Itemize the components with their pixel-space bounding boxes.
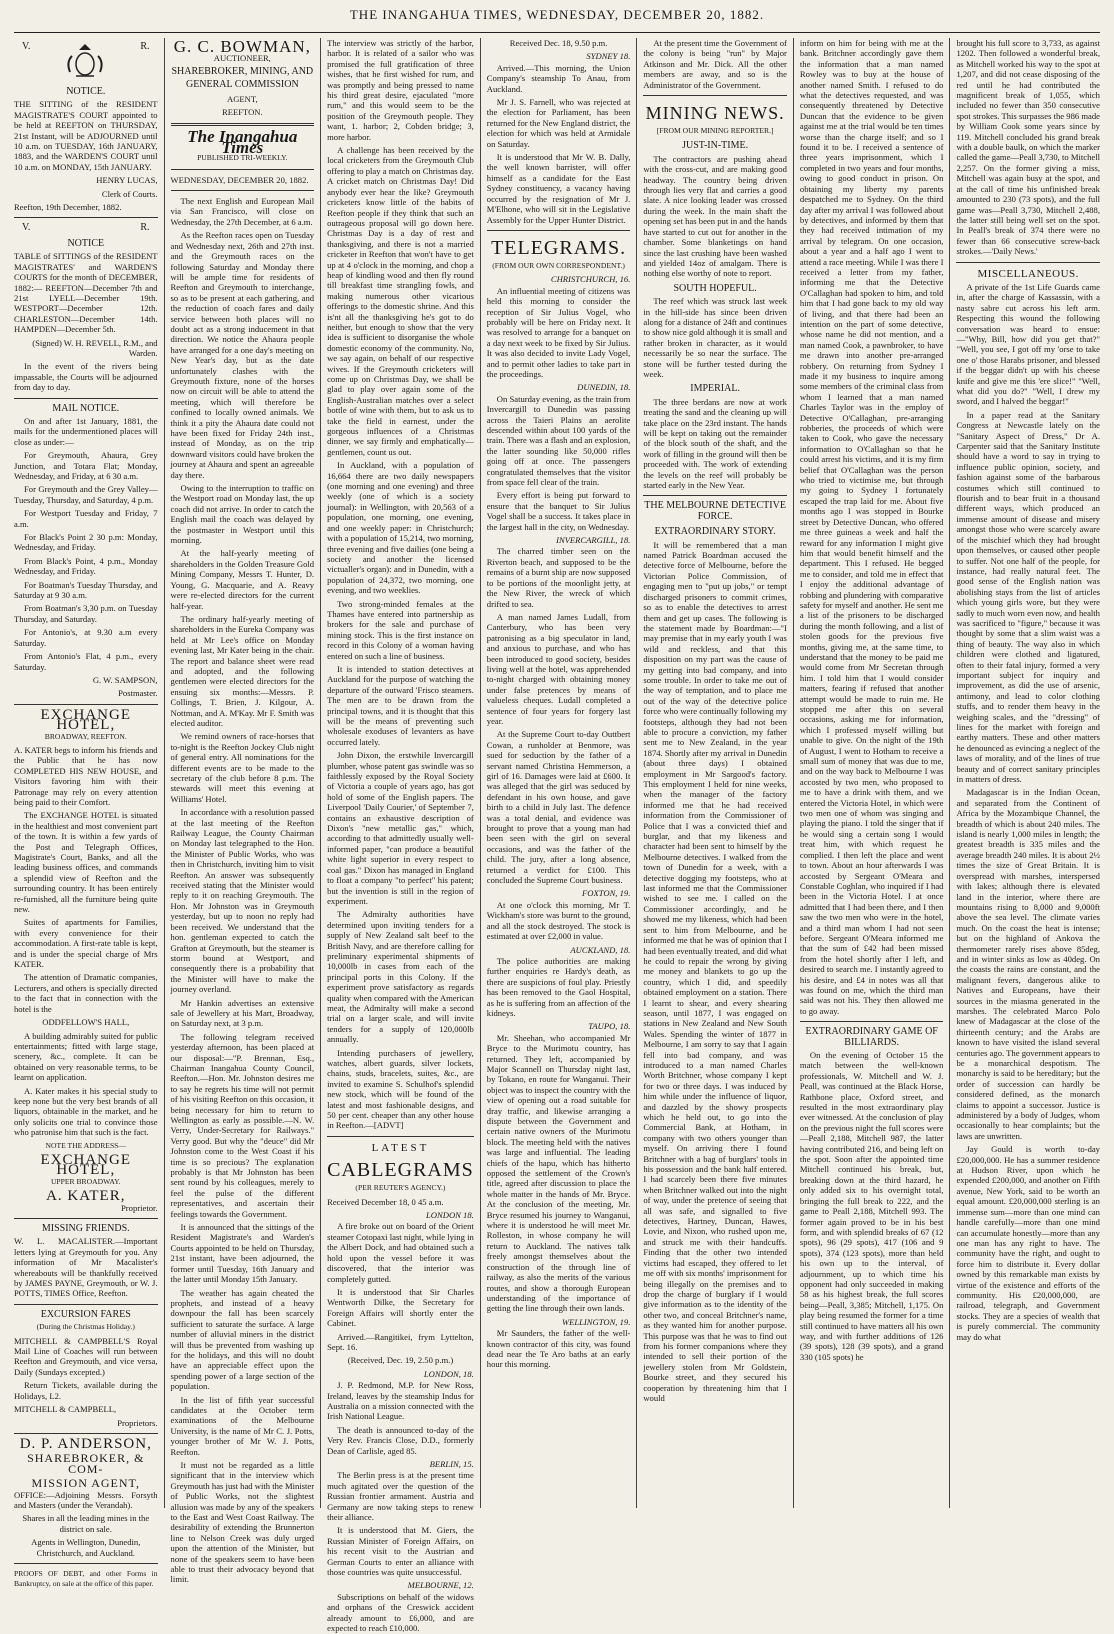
mail-sig2: Postmaster. <box>118 688 158 699</box>
telegram-dateline: WELLINGTON, 19. <box>561 1316 631 1327</box>
cable-received: Received December 18, 0 45 a.m. <box>327 1196 444 1207</box>
separator <box>643 95 787 96</box>
separator <box>800 1021 944 1022</box>
separator <box>327 1136 474 1137</box>
masthead: THE INANGAHUA TIMES, WEDNESDAY, DECEMBER 20, 1882. <box>349 7 765 22</box>
bowman-line: AUCTIONEER, <box>213 53 271 64</box>
cable-dateline: LONDON, 18. <box>423 1368 474 1379</box>
mail-text: For Antonio's, at 9.30 a.m every Saturday. <box>14 627 158 648</box>
mail-text: On and after 1st January, 1881, the mails for the undermentioned places will close as under:— <box>14 415 158 447</box>
telegram-text: The police authorities are making further enquiries re Hardy's death, as there are suspicions of foul play. Priestly has been removed to the Gaol Hospital, as he is suffering from an affection of the kidneys. <box>486 955 631 1018</box>
billiards-text-cont: brought his full score to 3,733, as against 1202. Then followed a wonderful break, as Mitchell worked his way to the spot at 1,207, and did not cease disposing of the red until he had contributed the magnificent break of 1,055, which included no fewer than 350 consecutive spot strokes. This surpasses the 986 made by William Cook some years since by 119. Mitchell concluded his grand break with a double baulk, on which the marker called the game—Peall 3,730, to Mitchell 2,257. On the former giving a miss, Mitchell was again busy at the spot, and at the call of time his unfinished break amounted to 230 (73 spots), and the full game was—Peall 3,730, Mitchell 2,488, the latter still being well set on the spot. In Peall's break of 374 there were no fewer than 66 consecutive screw-back strokes.—'Daily News.' <box>956 38 1100 257</box>
separator <box>171 123 315 126</box>
cable-text: The Berlin press is at the present time much agitated over the question of the Russian frontier armament. Austria and Germany are now taking steps to renew their alliance. <box>327 1470 474 1523</box>
mail-text: For Westport Tuesday and Friday, 7 a.m. <box>14 508 158 529</box>
mine-text: The reef which was struck last week in the hill-side has since been driven along for a distance of 24ft and continues to show nice gold although it is small and rather broken in character, as it would necessarily be so near the surface. The stone will be further tested during the week. <box>643 296 787 379</box>
cable-text: J. P. Redmond, M.P. for New Ross, Ireland, leaves by the steamship Indus for Australia on a mission connected with the Irish National League. <box>327 1380 474 1422</box>
article-paragraph: We remind owners of race-horses that to-night is the Reefton Jockey Club night of general entry. All nominations for the different events are to be made to the secretary of the club before 8 p.m. The stewards will meet this evening at Williams' Hotel. <box>170 731 315 804</box>
paper-name: The Inangahua Times <box>187 127 298 157</box>
article-paragraph: In the list of fifth year successful candidates at the October term examinations of the Melbourne University, is the name of Mr C. J. Potts, younger brother of Mr W. J. Potts, Reefton. <box>170 1394 315 1457</box>
cable-text: Mr J. S. Farnell, who was rejected at the election for Parliament, has been returned for the New England district, the election for which was held at Armidale on Saturday. <box>486 97 631 149</box>
paper-date: WEDNESDAY, DECEMBER 20, 1882. <box>170 174 309 185</box>
misc-text: Jay Gould is worth to-day £20,000,000. He has a summer residence at Hudson River, upon which he expended £200,000, and another on Fifth avenue, New York, said to be worth an equal amount. £20,000,000 sterling is an immense sum—more than one mind can handle carefully—more than one mind can accumulate honestly—more than any one man has any right to have. The community have the right, and ought to force him to distribute it. Every dollar owned by this remarkable man exists by virtue of the existence and efforts of the community. His £20,000,000, are railroad, telegraph, and Government stocks. They are a species of wealth that is purely commercial. The community may do what <box>956 1144 1100 1342</box>
bowman-line: REEFTON. <box>221 107 263 118</box>
billiards-heading: EXTRAORDINARY GAME OF BILLIARDS. <box>805 1026 938 1048</box>
missing-text: W. L. MACALISTER.—Important letters lying at Greymouth for you. Any information of Mr Macalister's whereabouts will be thankfully received by JAMES PAYNE, Greymouth, or W. J. POTTS, TIMES Office, Reefton. <box>14 1236 158 1299</box>
telegram-text: The charred timber seen on the Riverton beach, and supposed to be the remains of a burnt ship are now supposed to be portions of the moonlight jetty, at the New River, the wreck of which drifted to sea. <box>486 546 631 609</box>
dpa-title: D. P. ANDERSON, <box>19 1435 152 1452</box>
mail-notice-title: MAIL NOTICE. <box>52 402 120 414</box>
article-paragraph: Intending purchasers of jewellery, watches, albert guards, silver lockets, chains, studs, bracelets, suites, &c., are invited to examine S. Schulhof's splendid new stock, which will be found of the latest and most fashionable designs, and 50 per cent. cheaper than any other house in Reefton.—[ADVT] <box>327 1047 474 1131</box>
v-mark: V. <box>22 41 31 52</box>
misc-text: In a paper read at the Sanitary Congress at Newcastle lately on the "Sanitary Aspect of Dress," Dr A. Carpenter said that the Sanitary Institute should have a word to say in trying to influence public opinion, society, and fashion against some of the barbarous costumes which still continued to flourish and to bear fruit in a thousand different ways, which produced an immense amount of disease and misery amongst those who were scarcely aware of the mischief which they had brought upon themselves, or caused other people to suffer. Not one half of the people, for instance, had really natural feet. The good sense of the English nation was abolishing stays from the list of articles which young girls wore, but they were sadly to much worn even now, and health was sacrificed to "figure," because it was thought by some that a slim waist was a thing of beauty. The way also in which children were clothed and ligatured, often to their fatal injury, formed a very important subject for inquiry and improvement, as did the use of arsenic, antimony, and lead to color clothing stuffs, and to render them heavy in the weighing scales, and the "dressing" of lines for the market with foreign and earthy matters. These and other matters he denounced as evincing a neglect of the laws of morality, and of the lines of true beauty and of correct sanitary principles in matters of dress. <box>956 409 1100 785</box>
notice2-title: NOTICE <box>67 237 105 249</box>
separator <box>14 704 158 705</box>
misc-text: A private of the 1st Life Guards came in, after the charge of Kassassin, with a nasty sabre cut across his left arm. Respecting this wound the following conversation was heard to ensue:—"Why, Bill, how did you get that?" "Well, you see, I got off my 'orse to take one o' those Harabs prisoner, and blessed if the beggar didn't up with his cheese knife and give me this 'ere slice!" "Well, what did you do?" "Well, I drew my sword, and I halved the beggar!" <box>956 281 1100 407</box>
separator <box>487 230 631 231</box>
mail-text: For Greymouth, Ahaura, Grey Junction, and Totara Flat; Monday, Wednesday, and Friday, at 6 30 a.m. <box>14 450 158 481</box>
excursion-sub: (During the Christmas Holiday.) <box>36 1322 135 1332</box>
misc-text: Madagascar is in the Indian Ocean, and separated from the Continent of Africa by the Mozambique Channel, the breadth of which is about 240 miles. The island is nearly 1,000 miles in length; the greatest breadth is 335 miles and the average breadth 240 miles. It is about 2½ times the size of Great Britain. It is overspread with marshes, interspersed with lakes; although there is elevated land in the interior, where there are mountains rising to 8,000 and 9,000ft above the sea level. The climate varies much. On the coast the heat is intense; but on the highland of Ankova the thermometer rarely rises above 85deg, and in winter sinks as low as 40deg. On the coasts the rains are constant, and the malignant fevers, dangerous alike to Natives and Europeans, have their sources in the miasma generated in the marshes. The celebrated Marco Polo knew of Madagascar at the close of the thirteenth century; and the Arabs are known to have visited the island several centuries ago. The government appears to be a monarchical despotism. The monarchy is said to be hereditary; but the order of succession can hardly be considered defined, as the monarch claims to appoint a successor. Justice is administered by a body of Judges, whom occasionally to hear complaints; but the laws are unwritten. <box>956 787 1100 1141</box>
dpa-text: Shares in all the leading mines in the district on sale. <box>22 1513 150 1534</box>
mail-text: From Boatman's 3,30 p.m. on Tuesday Thursday, and Saturday. <box>14 603 158 624</box>
cable-text: It is understood that Sir Charles Wentworth Dilke, the Secretary for Foreign Affairs will shortly enter the Cabinet. <box>327 1286 474 1329</box>
telegram-text: A man named James Ludall, from Canterbury, who has been very patronising as a big speculator in land, and anxious to purchase, and who has been introduced to good society, besides living well at the hotel, was apprehended to-night charged with obtaining money under false pretences by means of valueless cheques. Ludall completed a sentence of four years for forgery last year. <box>486 611 631 726</box>
r-mark: R. <box>140 41 150 52</box>
article-paragraph: It must not be regarded as a little significant that in the interview which Greymouth has just had with the Minister of Public Works, not the slightest allusion was made by any of the speakers to the East and West Coast Railway. The desirability of extending the Brunnerton line to Nelson Creek was duly urged upon the attention of the Minister, but none of the speakers seem to have been able to trust their advocacy beyond that limit. <box>170 1460 315 1585</box>
separator <box>171 169 315 170</box>
article-paragraph: It is intended to station detectives at Auckland for the purpose of watching the departure of the outward 'Frisco steamers. The men are to be drawn from the principal towns, and it is thought that this will be the means of preventing such wholesale exoduses of levanters as have occurred lately. <box>327 663 474 747</box>
cablegrams-heading: CABLEGRAMS <box>327 1159 474 1182</box>
column-4 <box>480 38 637 1508</box>
dpa-sub2: MISSION AGENT, <box>31 1476 140 1491</box>
cable-text: It is understood that M. Giers, the Russian Minister of Foreign Affairs, on his recent visit to the Austrian and German Courts to enter an alliance with those countries was quite unsuccessful. <box>327 1525 474 1578</box>
cablegrams-sub: (PER REUTER'S AGENCY.) <box>355 1183 446 1193</box>
hotel-prop: Proprietor. <box>121 1202 158 1213</box>
missing-title: MISSING FRIENDS. <box>41 1223 130 1234</box>
telegram-text: At one o'clock this morning, Mr T. Wickham's store was burnt to the ground, and all the stock destroyed. The stock is estimated at over £2,000 in value. <box>486 899 631 942</box>
dpa-text: OFFICE:—Adjoining Messrs. Forsyth and Masters (under the Verandah). <box>14 1489 158 1510</box>
article-paragraph: Mr Hankin advertises an extensive sale of Jewellery at his Mart, Broadway, on Saturday next, at 3 p.m. <box>170 997 315 1029</box>
column-2 <box>164 37 321 1585</box>
cable-dateline: LONDON 18. <box>426 1210 474 1221</box>
notice2-text: TABLE of SITTINGS of the RESIDENT MAGISTRATES' and WARDEN'S COURTS for the month of DECEMBER, 1882:— REEFTON—December 7th and 21st LYELL—December 19th. WESTPORT—December 12th. CHARLESTON—December 14th. HAMPDEN—December 5th. <box>14 251 158 335</box>
notice1-sig2: Clerk of Courts. <box>101 188 158 199</box>
column-3 <box>320 38 480 1634</box>
cable-received: Received Dec. 18, 9.50 p.m. <box>509 38 608 48</box>
article-paragraph: A challenge has been received by the local cricketers from the Greymouth Club offering to play a match on Christmas day. A cricket match on Christmas Day! Did anybody ever hear the like? Greymouth cricketers know little of the habits of Reefton people if they think that such an outrageous proposal will go down here. Christmas Day is a day of rest and thanksgiving, and there is not a married cricketer in Reefton that won't have to get up at 4 o'clock in the morning, and chop a heap of kindling wood and then fly round till breakfast time strangling fowls, and making numerous other vicarious offerings to the domestic shrine. And this is'nt all the thanksgiving he's got to do neither, but enough to show that the very idea is sufficient to disorganise the whole domestic economy of the community. No, we say again, on behalf of our respective wives. If the Greymouth cricketers will come up on Christmas Day, we shall be glad to play over again some of the English-Australian matches over a select bottle of wine with them, but to ask us to take the field in earnest, under the gorgeous influences of a Christmas dinner, we say firmly and emphatically—gentlemen, count us out. <box>327 145 474 457</box>
hotel-title: EXCHANGE HOTEL, <box>40 706 132 734</box>
detective-text: It will be remembered that a man named Patrick Boardman accused the detective force of Melbourne, before the Victorian Police Commission, of engaging men to "put up jobs," or tempt discharged prisoners to commit crimes, so as to enable the detectives to arrest them and get up cases. The following is the statement made by Boardman:—"I may premise that in my early youth I was wild and reckless, and that this disposition on my part was the cause of my getting into bad company, and into some trouble. In order to take me out of the way of temptation, and to place me out of the way of the detective police force who were continually following my footsteps, although they had not been able to procure a conviction, my father sent me to New Zealand, in the year 1874. Shortly after my arrival in Dunedin (about three days) I obtained employment in Mr Sargood's factory. This employment I held for nine weeks, when the manager of the factory informed me that he had received information from the Commissioner of Police that I was a convicted thief and burglar, and that my likeness and character had been sent to himself by the Melbourne detectives. I walked from the town of Dunedin for a week, with a detective dogging my footsteps, who at last informed me that the Commissioner wished to see me. I called on the Commissioner accordingly, and he showed me my likeness, which had been sent to him from Melbourne, and he informed me that he was of opinion that I had been eventually treated, and did what he could to repair the wrong by giving me money and blankets to go up the country, which I did, and speedily obtained employment on a station. There I learnt to shear, and every shearing season, until 1877, I was engaged on stations in New Zealand and New South Wales. Spending the winter of 1877 in Melbourne, I am sorry to say that I again fell into bad company, and was introduced to a man named Charles Worth Britchner, whose company I kept for two or three days. I was induced by him while under the influence of liquor, and dazzled by the showy prospects which he held out, to go into the Commercial Bank, at Hotham, in company with two others younger than myself. On arriving there I found Britchner with a bag of burglars' tools in his possession and the bank half entered. I had scarcely been there five minutes when Britchner walked out into the night of way, under the pretence of seeing that all was safe, and signalled to five detectives, Hartney, Duncan, Hawes, Lovie, and Nixon, who rushed upon me, and struck me with their handcuffs. Finding that the other two intended victims had escaped, they offered to let me off with six months' imprisonment for being illegally on the premises and to drop the charge of burglary if I would give information as to the identity of the other two, and conceal Britchner's name, as they wanted him for another purpose. This purpose was that he was to find out from his former companions where they intended to sell their portion of the jewellery stolen from Mr Goldstein, Bourke street, and they secured his cooperation by threatening him that I would <box>643 539 787 1403</box>
mine-heading: SOUTH HOPEFUL. <box>673 282 757 294</box>
paper-sub: PUBLISHED TRI-WEEKLY. <box>197 153 288 163</box>
separator <box>171 190 315 191</box>
vr-header-1 <box>22 42 150 82</box>
mail-sig1: G. W. SAMPSON, <box>92 674 158 685</box>
cable-text: Arrived.—Rangitikei, frym Lyttelton, Sept. 16. <box>327 1331 474 1352</box>
mine-text: The contractors are pushing ahead with the cross-cut, and are making good headway. The country being driven through lies very flat and carries a good slate. A nice looking leader was crossed during the week. In the main shaft the opening set has been put in and the hands have started to cut out for another in the chamber. Some blanketings on hand since the last crushing have been washed and yielded 14oz of amalgam. There is nothing else worthy of note to report. <box>643 153 787 279</box>
separator <box>14 1563 158 1564</box>
cable-dateline: BERLIN, 15. <box>429 1459 474 1469</box>
dpa-sub1: SHAREBROKER, & COM- <box>27 1451 145 1476</box>
notice1-date: Reefton, 19th December, 1882. <box>14 202 122 213</box>
proofs-text: PROOFS OF DEBT, and other Forms in Bankruptcy, on sale at the office of this paper. <box>14 1568 158 1589</box>
mine-heading: IMPERIAL. <box>690 383 740 395</box>
column-6 <box>793 38 950 1508</box>
telegram-dateline: AUCKLAND, 18. <box>570 944 631 955</box>
separator <box>14 398 158 399</box>
article-paragraph: In accordance with a resolution passed at the last meeting of the Reefton Railway League, the County Chairman on Monday last telegraphed to the Hon. the Minister of Public Works, who was then in Christchurch, inviting him to visit Reefton. An answer was subsequently received stating that the Minister would reply to it on reaching Greymouth. The Hon. Mr Johnston was in Greymouth yesterday, but up to noon no reply had been received. We understand that the hon. gentleman expected to catch the Grafton at Greymouth, but the steamer is storm bound at Westport, and consequently there is a probability that the Minister will have to make the journey overland. <box>170 807 315 995</box>
cable-dateline: SYDNEY 18. <box>586 51 631 62</box>
article-paragraph: Two strong-minded females at the Thames have entered into partnership as brokers for the sale and purchase of mining stock. This is the first instance on record in this Colony of a woman having entered on such a line of business. <box>327 598 474 661</box>
mining-news-heading: MINING NEWS. <box>645 103 785 124</box>
hotel-sub: BROADWAY, REEFTON. <box>44 731 127 741</box>
excursion-sig2: Proprietors. <box>117 1417 158 1428</box>
dpa-text: Agents in Wellington, Dunedin, Christchurch, and Auckland. <box>31 1537 141 1558</box>
cable-text: Subscriptions on behalf of the widows and orphans of the Creswick accident already amount to £6,000, and are expected to reach £10,000. <box>327 1591 474 1634</box>
bowman-line: GENERAL COMMISSION <box>185 79 299 91</box>
column-5 <box>636 38 793 1508</box>
article-paragraph: The Admiralty authorities have determined upon inviting tenders for a supply of New Zealand salt beef to the British Navy, and are therefore calling for preliminary experimental shipments of 10,000lb in cases from each of the principal ports in this Colony. If the experiment prove satisfactory as regards quality when compared with the American meat, the Admiralty will make a second trial on a larger scale, and will invite tenders for a supply of 120,000lb annually. <box>327 909 474 1045</box>
hotel-text: The EXCHANGE HOTEL is situated in the healthiest and most convenient part of the town. It is within a few yards of the Post and Telegraph Offices, Magistrate's Court, Banks, and all the leading business offices, and commands a splendid view of Reefton and the surrounding country. It has been entirely re-furnished, all the furniture being quite new. <box>14 810 158 915</box>
separator <box>956 262 1100 263</box>
telegram-dateline: FOXTON, 19. <box>582 888 631 899</box>
mail-text: For Boatman's Tuesday Thursday, and Saturday at 9 30 a.m. <box>14 579 158 601</box>
hotel-text: Suites of apartments for Families, with every convenience for their accommodation. A first-rate table is kept, and is under the special charge of Mrs KATER. <box>14 917 158 970</box>
cable-text: A fire broke out on board of the Orient steamer Cotopaxi last night, while lying in the Albert Dock, and had obtained such a hold upon the vessel before it was discovered, that the interior was completely gutted. <box>327 1221 474 1284</box>
article-paragraph: It is announced that the sittings of the Resident Magistrate's and Warden's Courts appointed to be held on Thursday, 21st instant, have been adjourned, the former until Tuesday, 16th January and the latter until Monday 15th January. <box>170 1222 315 1285</box>
hotel-text: A building admirably suited for public entertainments; fitted with large stage, scenery, &c., complete. It can be obtained on very reasonable terms, to be learnt on application. <box>14 1030 158 1083</box>
article-paragraph: In Auckland, with a population of 16,664 there are two daily newspapers (one morning and one evening) and three weekly (one of which is a society journal): in Wellington, with 20,563 of a population, one morning, one evening, and one weekly paper: in Christchurch; with a population of 15,214, two morning, three evening and five dailies (one being a society and another the licensed victualler's organ): and in Dunedin, with a population of 24,372, two morning, one evening, and two weeklies. <box>327 460 474 596</box>
billiards-text: On the evening of October 15 the match between the well-known professionals, W. Mitchell and W. J. Peall, was continued at the Black Horse, Rathbone place, Oxford street, and resulted in the most extraordinary play ever witnessed. At the conclusion of play on the previous night the full scores were—Peall 2,188, Mitchell 987, the latter having contributed 216, and being left on the spot. Soon after the appointed time Mitchell continued his break, but, breaking down at the third hazard, he only added six to his overnight total, bringing the full break to 222, and the game to Peall 2,188, Mitchell 993. The former again proved to be in his best form, and with splendid breaks of 67 (12 spots), 96 (29 spots), 417 (106 and 9 spots), 374 (123 spots), more than held his own up to the interval, of adjournment, up to which time his opponent had only succeeded in making 58 as his highest break, the full scores being—Peall, 3,385; Mitchell, 1,175. On play being resumed the former for a time still continued to have matters all his own way, and with further additions of 126 (39 spots), 128 (39 spots), and a grand 330 (105 spots) he <box>799 1050 944 1362</box>
vr-header-2 <box>22 223 150 233</box>
notice1-text: THE SITTING of the RESIDENT MAGISTRATE'S COURT appointed to be held at REEFTON on THURSDAY, 21st Instant, will be ADJOURNED until 10 a.m. on TUESDAY, 16th JANUARY, 1883, and the WARDEN'S COURT until 10 a.m. on MONDAY, 15th JANUARY. <box>14 99 158 172</box>
hotel-owner: A. KATER, <box>46 1188 126 1205</box>
column-7 <box>949 38 1100 1508</box>
hotel-sub-2: UPPER BROADWAY. <box>50 1176 121 1186</box>
telegram-text: Every effort is being put forward to ensure that the banquet to Sir Julius Vogel shall be a success. It takes place in the largest hall in the city, on Wednesday. <box>486 490 631 532</box>
article-paragraph: John Dixon, the erstwhile Invercargill plumber, whose patent gas swindle was so faithlessly exposed by the Royal Society of Victoria a couple of years ago, has got hold of some of the English papers. The Liverpool 'Daily Courier,' of September 7, contains an exhaustive description of Dixon's "new metallic gas," which, according to that admittedly usually well-informed paper, "can produce a beautiful white light superior in every respect to coal gas." Dixon has managed in England to float a company "to perfect" his patent; but the invention is still in the region of experiment. <box>327 750 474 906</box>
hotel-title-2: EXCHANGE HOTEL, <box>40 1151 132 1179</box>
article-paragraph: The interview was strictly of the harbor, harbor. It is related of a sailor who was promised the full gratification of three wishes, that he first wished for rum, and was promptly and being pressed to name his third great desire, ejaculated "more rum," and this would seem to be the position of the Greymouth people. They want, 1. harbor; 2, Cobden bridge; 3, more harbor. <box>327 38 474 142</box>
mine-heading: JUST-IN-TIME. <box>682 140 749 152</box>
article-paragraph: Owing to the interruption to traffic on the Westport road on Monday last, the up coach did not arrive. In order to catch the English mail the coach was delayed by the postmaster in Westport until this morning. <box>170 483 315 546</box>
detective-sub: EXTRAORDINARY STORY. <box>654 526 776 538</box>
mail-text: From Black's Point, 4 p.m., Monday Wednesday, and Friday. <box>14 555 158 577</box>
article-paragraph: The following telegram received yesterday afternoon, has been placed at our disposal:—"P. Brennan, Esq., Chairman Inangahua County Council, Reefton.—Hon. Mr. Johnston desires me to say he regrets his time will not permit of his visiting Reefton on this occasion, it being necessary for him to return to Wellington as early as possible.—N. W. Verry, Under-Secretary for Railways." Verry good. But why the "deuce" did Mr Johnston come to the West Coast if his time is so precious? The explanation probably is that Mr Johnston has been sent round by his colleagues, merely to feel the pulse of the different representatives, and ascertain their feelings towards the Government. <box>170 1031 315 1219</box>
telegram-dateline: CHRISTCHURCH, 16. <box>550 274 631 285</box>
hotel-text: A. Kater makes it his special study to keep none but the very best brands of all liquors, obtainable in the market, and he only solicits one trial to convince those who patronise him that such is the fact. <box>14 1085 158 1138</box>
notice1-title: NOTICE. <box>66 86 106 97</box>
detective-text-cont: inform on him for being with me at the bank. Britchner accordingly gave them the information that a man named Rowley was to buy at the house of another named Smith. I refused to do what the detectives requested, and was consequently threatened by Detective Duncan that the evidence to be given against me at the trial would be ten times worse than the charge itself; and so I found it to be. I received a sentence of three years imprisonment, which I completed in two years and four months, owing to good conduct in prison. On obtaining my liberty my parents despatched me to Sydney. On the third day after my arrival I was followed about by detectives, and informed by them that they had received intimation of my arrival by telegram. On one occasion, about a year and a half ago I went to attend a race meeting. While I was there I received a letter from my father, informing me that the Detective O'Callaghan had spoken to him, and told him that I had gone back to my old way of living, and that there had been an intention on the part of some detective, whose name he did not mention, and a man named Cook, a pawnbroker, to have me drawn into another pre-arranged robbery. On returning from Sydney I made it my business to inquire among some members of the criminal class from whom I learned that a man named Charles Taylor was in the employ of Detective O'Callaghan, pre-arranging robberies, the proceeds of which were taken to Cook, who gave the necessary information to O'Callaghan so that he could arrest his victims, and it is my firm belief that O'Callaghan was the person who tried to victimise me, but through my going to Sydney I fortunately escaped the trap laid for me. About five months ago I was stopped in Bourke street by Detective Duncan, who offered me three guineas a week and half the reward for any information I might give him that would benefit himself and the department. This I refused. He begged me to consider, and told me in effect that I enjoy the additional advantage of robbing and plundering with comparative safety for myself and another. He sent me a list of the prisoners to be discharged during the month following, and a list of stolen goods for the previous five months, giving me, at the same time, to understand that the money to be paid me would come from Mr Secretan through him. I told him that I would consider matters, fearing if refused that another attempt would be made to ruin me. He stopped me after this on several occasions, asking me for information, which I professed myself willing but unable to give. On the night of the 19th of August, I went to Hotham to receive a small sum of money that was due to me, and on the way back to Melbourne I was accosted by two men, who proposed to me to have a drink with them, and we entered the Victoria Hotel, in which were two men one of whom was singing and playing the piano. I told the singer that if he would sing a certain song I would treat him, with which request he complied. I then left the place and went to town. About an hour afterwards I was accosted by Sergeant O'Meara and Constable Coghlan, who inquired if I had been in the Victoria Hotel. I at once admitted that I had been there, and I then saw the two men who were in the hotel, and a third man whom I had not seen before. Sergeant O'Meara informed me that the sum of £42 had been missed from the hotel shortly after I left, and desired to search me. I instantly agreed to his desire, and £4 in notes was all that was found on me, which the third man said was not his. They then allowed me to go away. <box>799 38 944 1016</box>
mail-text: For Greymouth and the Grey Valley—Tuesday, Thursday, and Saturday, 4 p.m. <box>14 484 158 505</box>
telegram-dateline: INVERCARGILL, 18. <box>556 535 631 546</box>
separator <box>14 1304 158 1305</box>
separator <box>14 1218 158 1219</box>
article-paragraph: The ordinary half-yearly meeting of shareholders in the Eureka Company was held at Mr Lee's office on Monday evening last, Mr Kater being in the chair. The report and balance sheet were read and adopted, and the following gentlemen were elected directors for the ensuing six months:—Messrs. P. Collings, T. Brien, J. Kilgour, A. Nottman, and A. M'Kay. Mr F. Smith was elected auditor. <box>170 613 315 728</box>
telegram-text: At the Supreme Court to-day Outtbert Cowan, a runholder at Benmore, was sued for seduction by the father of a servant named Christina Hemmerson, a girl of 16. Damages were laid at £600. It was alleged that the girl was seduced by defendant in his own house, and gave birth to a child in July last. The defence was a total denial, and evidence was brought to prove that a young man had been seen with the girl on several occasions, and was the father of the child. The jury, after a long absence, returned a verdict for £100. This concluded the Supreme Court business. <box>486 729 631 886</box>
cable-received: (Received, Dec. 19, 2.50 p.m.) <box>347 1355 454 1366</box>
article-paragraph: The next English and European Mail via San Francisco, will close on Wednesday, the 27th December, at 6 a.m. <box>170 196 315 227</box>
hotel-text: A. KATER begs to inform his friends and the Public that he has now COMPLETED HIS NEW HOUSE, and Visitors favoring him with their Patronage may rely on every attention being paid to their Comfort. <box>14 744 158 807</box>
notice1-sig1: HENRY LUCAS, <box>96 175 158 186</box>
mine-text: The three berdans are now at work treating the sand and the cleaning up will take place on the 23rd instant. The hands will be kept on taking out the remainder of the block south of the shaft, and the work of filling in the ground will then be proceeded with. The work of extending the levels on the reef will probably be started early in the New Year. <box>643 396 787 491</box>
bowman-line: AGENT, <box>227 93 258 104</box>
hotel-hall: ODDFELLOW'S HALL, <box>42 1017 130 1028</box>
article-paragraph: The weather has again cheated the prophets, and instead of a heavy downpour the fall has been scarcely sufficient to saturate the surface. A large number of alluvial miners in the district will thus be prevented from washing up for the holidays, and this will no doubt have an appreciable effect upon the spending power of a large section of the population. <box>170 1287 315 1392</box>
separator <box>14 1433 158 1434</box>
cable-dateline: MELBOURNE, 12. <box>407 1580 474 1591</box>
separator <box>643 495 787 496</box>
detective-heading: THE MELBOURNE DETECTIVE FORCE. <box>644 500 786 522</box>
hotel-note: NOTE THE ADDRESS— <box>45 1140 126 1150</box>
masthead-rule <box>14 32 1100 33</box>
telegram-dateline: DUNEDIN, 18. <box>577 382 631 393</box>
cable-text: Arrived.—This morning, the Union Company's steamship To Anau, from Auckland. <box>486 62 631 94</box>
telegram-text: On Saturday evening, as the train from Invercargill to Dunedin was passing across the Taieri Plains an aerolite descended within about 100 yards of the train. There was a flash and an explosion, the latter sounding like 50,000 rifles going off at once. The passengers congratulated themselves that the visitor from space fell clear of the train. <box>486 393 631 488</box>
royal-crest-icon <box>58 42 112 82</box>
telegrams-heading: TELEGRAMS. <box>491 236 627 259</box>
hotel-text: The attention of Dramatic companies, Lecturers, and others is specially directed to the fact that in connection with the hotel is the <box>14 972 158 1014</box>
mail-text: From Antonio's Flat, 4 p.m., every Saturday. <box>14 651 158 672</box>
article-paragraph: At the half-yearly meeting of shareholders in the Golden Treasure Gold Mining Company, Messrs T. Hunter, D. Young, G. Macquarie, and A. Reavy were re-elected directors for the current half-year. <box>170 548 315 611</box>
telegram-text: An influential meeting of citizens was held this morning to consider the reception of Sir Julius Vogel, who probably will be here on Friday next. It was resolved to arrange for a banquet on a day next week to be fixed by Sir Julius. It was also decided to invite Lady Vogel, and to permit other ladies to take part in the proceedings. <box>486 285 631 379</box>
telegram-dateline: TAUPO, 18. <box>588 1021 631 1032</box>
notice2-sig: (Signed) W. H. REVELL, R.M., and Warden. <box>32 337 158 358</box>
telegrams-sub: (FROM OUR OWN CORRESPONDENT.) <box>492 260 625 270</box>
column-1 <box>14 38 164 1589</box>
separator <box>14 217 158 218</box>
article-paragraph: As the Reefton races open on Tuesday and Wednesday next, 26th and 27th inst. and the Greymouth races on the following Saturday and Monday there will be ample time for residents of Reefton and Greymouth to interchange, so as to be present at each gathering, and the reduction of coach fares and daily service between both places will no doubt act as a strong inducement in that direction. We notice the Ahaura people have arranged for a one day's meeting on New Year's day, but as the date unfortunately clashes with the Greymouth fixture, none of the horses now on circuit will be able to attend the meeting, which will therefore be confined to locally owned animals. We think it a pity the Ahaura date could not have been fixed for Friday 24th inst., instead of Monday, as on the trip downward visitors could have broken the journey at Ahaura and spent an agreeable day there. <box>170 230 315 480</box>
excursion-sig1: MITCHELL & CAMPBELL, <box>14 1404 117 1415</box>
latest-heading: LATEST <box>371 1141 430 1154</box>
r-mark: R. <box>140 222 150 234</box>
v-mark: V. <box>22 222 31 234</box>
mining-news-sub: [FROM OUR MINING REPORTER.] <box>656 126 774 136</box>
excursion-title: EXCURSION FARES <box>40 1308 131 1320</box>
telegram-text: Mr. Sheehan, who accompanied Mr Bryce to the Murimotu country, has returned. They left, accompanied by Major Scannell on Thursday night last, by Tokano, en route for Wanganui. Their object was to inspect the country with the view of opening out a road suitable for dray traffic, and likewise arranging a dispute between the Government and certain native owners of the Murimotu block. The meeting held with the natives was large and influential. The leading chiefs of the hapu, which has hitherto opposed the settlement of the Crown's title, agreed after discussion to place the whole matter in the hands of Mr. Bryce. At the conclusion of the meeting, Mr. Bryce resumed his journey to Wanganui, where it is understood he will meet Mr. Rolleston, in whose company he will return to Auckland. The natives talk freely amongst themselves about the construction of the through line of railway, as also the merits of the various routes, and show a thorough European understanding of the importance of getting the line through their own lands. <box>486 1032 631 1314</box>
cable-text: The death is announced to-day of the Very Rev. Francis Close, D.D., formerly Dean of Carlisle, aged 85. <box>327 1424 474 1456</box>
bowman-title: G. C. BOWMAN, <box>173 37 311 56</box>
cable-text: It is understood that Mr W. B. Dally, the well known barrister, will offer himself as a candidate for the East Sydney constituency, a vacancy having occurred by the resignation of Mr J. M'Elhone, who will sit in the Legislative Assembly for the Upper Hunter District. <box>486 152 631 225</box>
excursion-text: MITCHELL & CAMPBELL'S Royal Mail Line of Coaches will run between Reefton and Greymouth, and vice versa, Daily (Sundays excepted.) <box>14 1335 158 1377</box>
newspaper-columns <box>14 37 1100 1634</box>
telegram-text: Mr Saunders, the father of the well-known contractor of this city, was found dead near the Te Aro baths at an early hour this morning. <box>486 1328 631 1370</box>
notice2-extra: In the event of the rivers being impassable, the Courts will be adjourned from day to day. <box>14 361 158 393</box>
miscellaneous-heading: MISCELLANEOUS. <box>977 267 1079 280</box>
excursion-text: Return Tickets, available during the Holidays, L2. <box>14 1380 158 1401</box>
article-paragraph: At the present time the Government of the colony is being "run" by Major Atkinson and Mr. Dick. All the other members are away, and so is the Administrator of the Government. <box>643 38 787 90</box>
mail-text: For Black's Point 2 30 p.m: Monday, Wednesday, and Friday. <box>14 532 158 553</box>
bowman-line: SHAREBROKER, MINING, AND <box>171 65 314 77</box>
